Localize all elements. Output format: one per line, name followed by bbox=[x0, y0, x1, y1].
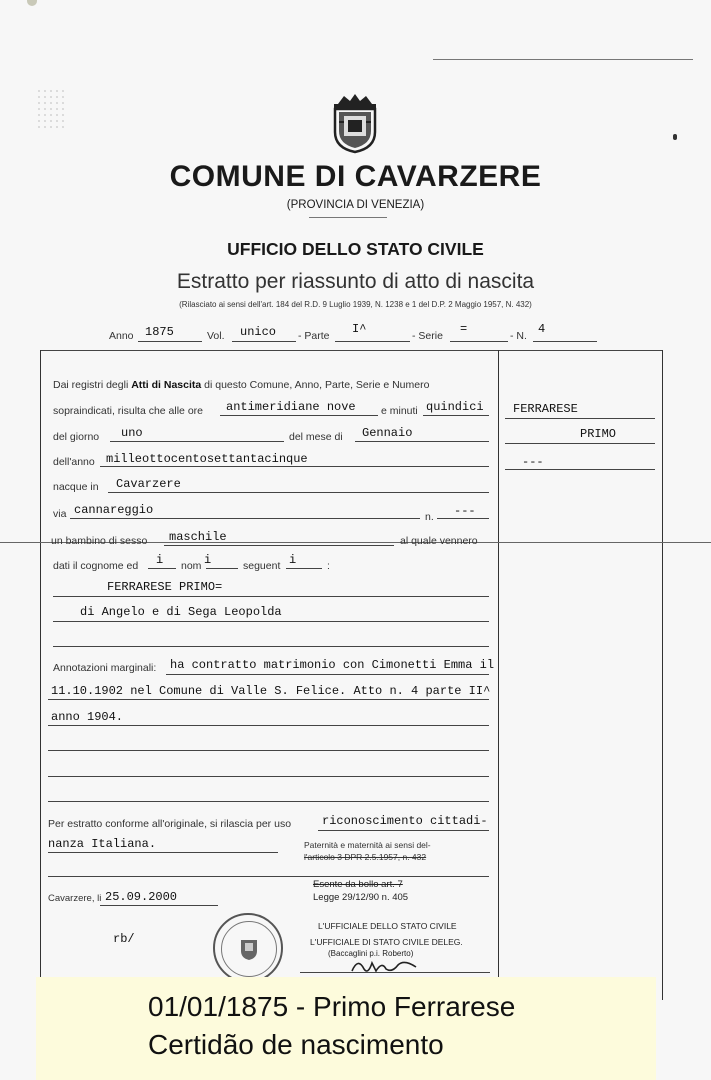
esente-note: Esente da bollo art. 7 Legge 29/12/90 n. 405 bbox=[313, 879, 409, 903]
frame-right bbox=[662, 350, 663, 1000]
anno-value: 1875 bbox=[145, 325, 174, 339]
caption-line-2: Certidão de nascimento bbox=[148, 1029, 444, 1060]
frame-left bbox=[40, 350, 41, 990]
via-label: via bbox=[53, 508, 67, 520]
dati-label: dati il cognome ed bbox=[53, 560, 139, 572]
data-value: 25.09.2000 bbox=[105, 890, 178, 904]
caption-line-1: 01/01/1875 - Primo Ferrarese bbox=[148, 991, 516, 1022]
dati-value-3: i bbox=[289, 553, 297, 567]
side-cognome: FERRARESE bbox=[513, 402, 578, 416]
scan-speck bbox=[36, 88, 66, 132]
seguent-label: seguent bbox=[243, 560, 281, 572]
parte-label: - Parte bbox=[298, 330, 330, 342]
provincia: (PROVINCIA DI VENEZIA) bbox=[286, 199, 425, 211]
nomi-label: nom bbox=[181, 560, 202, 572]
nome-completo: FERRARESE PRIMO= bbox=[107, 580, 223, 594]
num-value: --- bbox=[454, 504, 476, 518]
anno-testo-value: milleottocentosettantacinque bbox=[106, 452, 308, 466]
annotazione-3: anno 1904. bbox=[51, 710, 124, 724]
serie-label: - Serie bbox=[412, 330, 443, 342]
annotazione-1: ha contratto matrimonio con Cimonetti Emma il bbox=[170, 658, 495, 672]
ore-value: antimeridiane nove bbox=[226, 400, 356, 414]
luogo-data-label: Cavarzere, li bbox=[48, 893, 102, 904]
uso-value-2: nanza Italiana. bbox=[48, 837, 157, 851]
serie-value: = bbox=[460, 322, 468, 336]
anno-label: Anno bbox=[109, 330, 134, 342]
intro-line-1: Dai registri degli Atti di Nascita di questo Comune, Anno, Parte, Serie e Numero bbox=[53, 379, 430, 391]
vennero-label: al quale vennero bbox=[400, 535, 478, 547]
caption-box bbox=[36, 977, 656, 1080]
annotazione-2: 11.10.1902 nel Comune di Valle S. Felice. Atto n. 4 parte II^ bbox=[51, 684, 491, 698]
num-label: n. bbox=[425, 511, 434, 523]
scan-speck bbox=[673, 134, 677, 140]
uso-value-1: riconoscimento cittadi- bbox=[322, 814, 488, 828]
vol-value: unico bbox=[240, 325, 277, 339]
intro-line-2: sopraindicati, risulta che alle ore bbox=[53, 405, 203, 417]
frame-top bbox=[40, 350, 662, 351]
uso-label: Per estratto conforme all'originale, si rilascia per uso bbox=[48, 818, 292, 830]
dati-colon: : bbox=[327, 560, 330, 572]
giorno-label: del giorno bbox=[53, 431, 100, 443]
minuti-value: quindici bbox=[426, 400, 484, 414]
provincia-underline bbox=[309, 217, 387, 218]
bambino-label: un bambino di sesso bbox=[51, 535, 148, 547]
seal-crest-icon bbox=[239, 937, 259, 961]
coat-of-arms-icon bbox=[330, 92, 380, 154]
side-nome: PRIMO bbox=[580, 427, 617, 441]
paternita-note: Paternità e maternità ai sensi del- l'articolo 3 DPR 2.5.1957, n. 432 bbox=[304, 840, 431, 862]
frame-middle bbox=[498, 350, 499, 980]
mese-value: Gennaio bbox=[362, 426, 413, 440]
mese-label: del mese di bbox=[289, 431, 343, 443]
atti-di-nascita: Atti di Nascita bbox=[131, 379, 202, 391]
comune-title: COMUNE DI CAVARZERE bbox=[169, 160, 542, 193]
nacque-label: nacque in bbox=[53, 481, 99, 493]
dati-value-2: i bbox=[204, 553, 212, 567]
via-value: cannareggio bbox=[74, 503, 154, 517]
signature-icon bbox=[350, 953, 420, 977]
estratto-title: Estratto per riassunto di atto di nascita bbox=[176, 270, 535, 293]
sigla: rb/ bbox=[113, 932, 135, 946]
scan-speck bbox=[27, 0, 37, 6]
vol-label: Vol. bbox=[207, 330, 225, 342]
n-value: 4 bbox=[538, 322, 546, 336]
ufficiale-block: L'UFFICIALE DELLO STATO CIVILE L'UFFICIALE DI STATO CIVILE DELEG. (Baccaglini p.i. Roberto) bbox=[310, 921, 463, 958]
sesso-value: maschile bbox=[169, 530, 227, 544]
luogo-value: Cavarzere bbox=[116, 477, 181, 491]
giorno-value: uno bbox=[121, 426, 143, 440]
dati-value-1: i bbox=[156, 553, 164, 567]
side-altro: --- bbox=[522, 455, 544, 469]
official-seal bbox=[213, 913, 283, 983]
n-label: - N. bbox=[510, 330, 527, 342]
parte-value: I^ bbox=[352, 322, 367, 336]
minuti-label: e minuti bbox=[381, 405, 418, 417]
anno-testo-label: dell'anno bbox=[53, 456, 95, 468]
genitori: di Angelo e di Sega Leopolda bbox=[80, 605, 282, 619]
rilasciato-note: (Rilasciato ai sensi dell'art. 184 del R.D. 9 Luglio 1939, N. 1238 e 1 del D.P. 2 Maggio 1957, N. 432) bbox=[179, 300, 532, 309]
ufficio-title: UFFICIO DELLO STATO CIVILE bbox=[227, 239, 484, 259]
annotazioni-label: Annotazioni marginali: bbox=[53, 662, 157, 674]
top-rule bbox=[433, 59, 693, 60]
